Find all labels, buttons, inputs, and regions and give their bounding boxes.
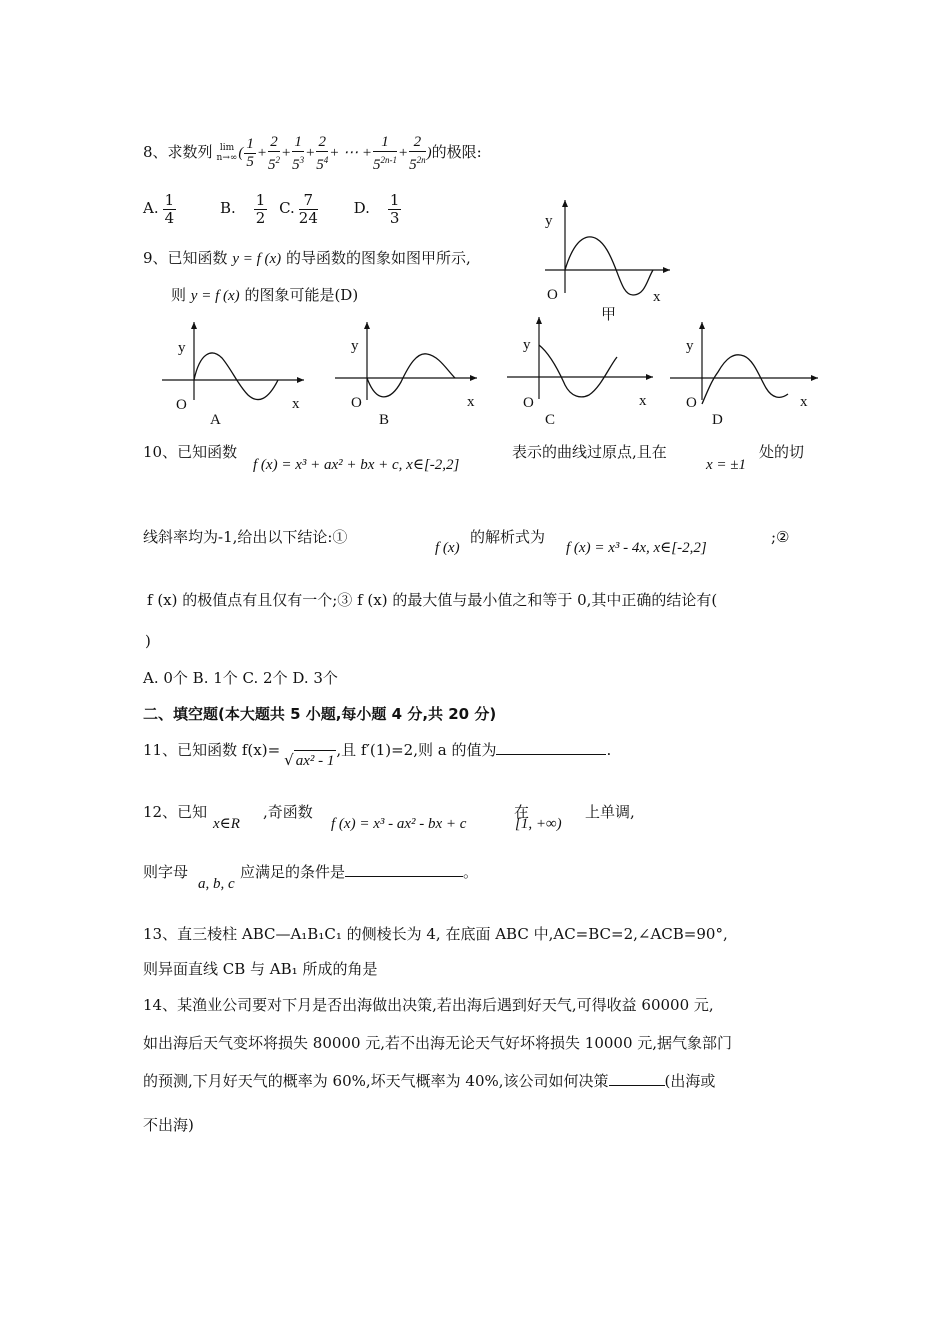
graph-c-caption: C [545,412,556,428]
q13-line1: 13、直三棱柱 ABC—A₁B₁C₁ 的侧棱长为 4, 在底面 ABC 中,AC=BC=2,∠ACB=90°, [143,925,728,943]
q12-in: 在 [514,803,530,821]
q10-line2-b: 的解析式为 [470,528,546,546]
graph-c-x: x [639,393,647,409]
q11-blank[interactable] [496,754,606,755]
graph-a-caption: A [210,412,221,428]
q10-line4: ) [145,632,151,650]
q8-line [143,132,482,172]
graph-main-x: x [653,289,661,305]
q11-line: 11、已知函数 f(x)=√ ax² - 1,且 f′(1)=2,则 a 的值为 . [143,741,612,769]
q9-line2: 则 y = f (x) 的图象可能是(D) [171,286,359,304]
q12-end: 上单调, [585,803,635,821]
q12-cond: x∈R [213,816,240,832]
graph-d-caption: D [712,412,723,428]
graph-d-o: O [686,395,697,411]
q10-line2-c: ;② [771,528,790,546]
q8-option-d: D. $\frac{1}{3}$ [353,190,400,227]
q10-options: A. 0个 B. 1个 C. 2个 D. 3个 [143,669,338,687]
q14-blank[interactable] [609,1085,665,1086]
graph-d-y: y [686,338,694,354]
graph-main [535,195,685,325]
graph-c-o: O [523,395,534,411]
graph-c-y: y [523,337,531,353]
graph-a-y: y [178,340,186,356]
graph-b-y: y [351,338,359,354]
q10-line2-formula: f (x) = x³ - 4x, x∈[-2,2] [566,540,707,556]
q10-cond: x = ±1 [706,457,747,473]
q12-prefix: 12、已知 [143,803,208,821]
q14-line1: 14、某渔业公司要对下月是否出海做出决策,若出海后遇到好天气,可得收益 60000 元, [143,996,714,1014]
q10-end: 处的切 [759,443,805,461]
q8-suffix: 的极限: [431,143,482,161]
q8-prefix: 8、求数列 [143,143,213,161]
q14-line2: 如出海后天气变坏将损失 80000 元,若不出海无论天气好坏将损失 10000 元,据气象部门 [143,1034,733,1052]
graph-main-caption: 甲 [601,307,617,323]
graph-a-o: O [176,397,187,413]
q8-series: ( $\frac{1}{5}$ + $\frac{2}{5^2}$ + $\frac{1}{5^3}$ + $\frac{2}{5^4}$ + ⋯ + $\frac{1}{5^{2n-1}}$ + $\frac{2}{5^{2n}}$ ) [238,133,432,173]
graph-d [668,320,828,430]
q8-option-c: C. $\frac{7}{24}$ [279,190,318,227]
q10-line2-fx: f (x) [435,540,460,556]
q8-option-a: A. $\frac{1}{4}$ [143,190,175,227]
graph-d-x: x [800,394,808,410]
graph-b [333,320,483,430]
q12-line2: 应满足的条件是 。 [240,863,479,881]
graph-a [160,320,310,430]
graph-b-caption: B [379,412,390,428]
q8-option-b: B. $\frac{1}{2}$ [219,190,266,227]
q10-formula: f (x) = x³ + ax² + bx + c, x∈[-2,2] [253,457,460,473]
q10-line2: 线斜率均为-1,给出以下结论:① [143,528,348,546]
q12-interval: [1, +∞) [515,816,562,832]
q12-blank[interactable] [345,876,463,877]
q10-line3: f (x) 的极值点有且仅有一个;③ f (x) 的最大值与最小值之和等于 0,其中正确的结论有( [147,591,718,609]
q12-letters: a, b, c [198,876,235,892]
graph-a-x: x [292,396,300,412]
q14-line3: 的预测,下月好天气的概率为 60%,坏天气概率为 40%,该公司如何决策 (出海或 [143,1072,716,1090]
q12-line2-pre: 则字母 [143,863,189,881]
section2-title: 二、填空题(本大题共 5 小题,每小题 4 分,共 20 分) [143,705,497,723]
graph-b-o: O [351,395,362,411]
graph-main-y: y [545,213,553,229]
q12-formula: f (x) = x³ - ax² - bx + c [331,816,467,832]
graph-b-x: x [467,394,475,410]
q14-line4: 不出海) [143,1116,194,1134]
q13-line2: 则异面直线 CB 与 AB₁ 所成的角是 [143,960,378,978]
graph-c [505,315,665,430]
q12-mid: ,奇函数 [263,803,313,821]
q8-lim: lim n→∞ [216,143,238,163]
graph-main-o: O [547,287,558,303]
q8-options [143,188,402,228]
q10-prefix: 10、已知函数 [143,443,238,461]
q10-mid: 表示的曲线过原点,且在 [512,443,667,461]
q9-line1: 9、已知函数 y = f (x) 的导函数的图象如图甲所示, [143,249,471,267]
